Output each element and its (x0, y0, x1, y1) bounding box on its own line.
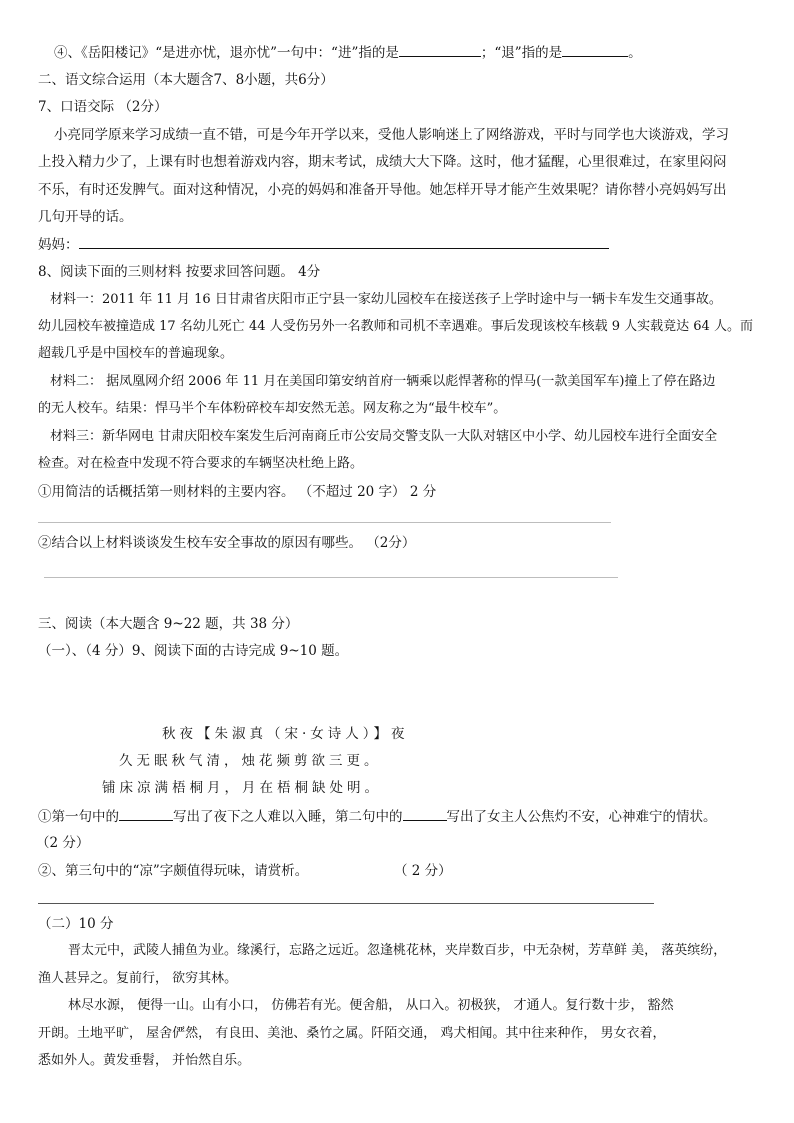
q9-sub-2: ②、第三句中的“凉”字颇值得玩味，请赏析。 (38, 863, 309, 879)
material-3-line: 材料三：新华网电 甘肃庆阳校车案发生后河南商丘市公安局交警支队一大队对辖区中小学、幼儿园校车进行全面安全 (50, 429, 718, 444)
q9-sub1-a: ①第一句中的 (38, 809, 119, 825)
passage-line: 悉如外人。黄发垂髫， 并怡然自乐。 (38, 1053, 251, 1068)
q8-answer-line-1[interactable] (38, 522, 611, 523)
q9-sub-1-score: （2 分） (36, 835, 90, 851)
answer-blank-jin[interactable] (399, 42, 481, 57)
q7-text-line: 上投入精力少了，上课有时也想着游戏内容，期末考试，成绩大大下降。这时，他才猛醒，心里很难过，在家里闷闷 (38, 154, 727, 170)
q6-4-prefix: ④、《岳阳楼记》“是进亦忧，退亦忧”一句中：“进”指的是 (54, 45, 399, 61)
section-2-heading: 二、语文综合运用（本大题含7、8小题，共6分） (38, 72, 334, 88)
q9-sub1-c: 写出了女主人公焦灼不安，心神难宁的情状。 (446, 809, 717, 825)
material-2-line: 的无人校车。结果：悍马半个车体粉碎校车却安然无恙。网友称之为“最牛校车”。 (38, 401, 507, 416)
poem-line-1: 久无眠秋气清，烛花频剪欲三更。 (119, 753, 382, 769)
q6-4-sep: ；“退”指的是 (480, 45, 563, 61)
question-7-title: 7、口语交际 （2分） (38, 99, 168, 115)
material-1-line: 超载几乎是中国校车的普遍现象。 (38, 346, 234, 361)
question-6-4 (54, 42, 642, 63)
section-3-heading: 三、阅读（本大题含 9~22 题，共 38 分） (38, 616, 299, 632)
poem-title: 秋夜【朱淑真（宋·女诗人）】夜 (162, 726, 409, 742)
q8-answer-line-2[interactable] (44, 577, 618, 578)
passage-line: 渔人甚异之。复前行， 欲穷其林。 (38, 971, 238, 986)
q9-blank-1[interactable] (119, 806, 173, 821)
passage-line: 开朗。土地平旷， 屋舍俨然， 有良田、美池、桑竹之属。阡陌交通， 鸡犬相闻。其中往来种作， 男女衣着， (38, 1026, 666, 1041)
poem-line-2: 铺床凉满梧桐月，月在梧桐缺处明。 (102, 780, 382, 796)
material-1-line: 材料一：2011 年 11 月 16 日甘肃省庆阳市正宁县一家幼儿园校车在接送孩子上学时途中与一辆卡车发生交通事故。 (50, 292, 722, 307)
q7-text-line: 不乐，有时还发脾气。面对这种情况，小亮的妈妈和准备开导他。她怎样开导才能产生效果呢？请你替小亮妈妈写出 (38, 182, 727, 198)
passage-line: 林尽水源， 便得一山。山有小口， 仿佛若有光。便舍船， 从口入。初极狭， 才通人。复行数十步， 豁然 (68, 998, 674, 1013)
q8-sub-2: ②结合以上材料谈谈发生校车安全事故的原因有哪些。 （2分） (38, 535, 416, 551)
q6-4-end: 。 (628, 45, 642, 61)
q7-text-line: 小亮同学原来学习成绩一直不错，可是今年开学以来，受他人影响迷上了网络游戏，平时与同学也大谈游戏，学习 (54, 127, 729, 143)
material-2-line: 材料二： 据凤凰网介绍 2006 年 11 月在美国印第安纳首府一辆乘以彪悍著称的悍马(一款美国军车)撞上了停在路边 (50, 374, 716, 389)
q7-text-line: 几句开导的话。 (38, 209, 133, 225)
q9-sub1-b: 写出了夜下之人难以入睡，第二句中的 (173, 809, 403, 825)
q7-answer-blank[interactable] (79, 234, 609, 249)
material-3-line: 检查。对在检查中发现不符合要求的车辆坚决杜绝上路。 (38, 456, 364, 471)
question-8-title: 8、阅读下面的三则材料 按要求回答问题。 4分 (38, 264, 321, 280)
q7-answer-label: 妈妈： (38, 237, 79, 253)
q8-sub-1: ①用简洁的话概括第一则材料的主要内容。 （不超过 20 字） 2 分 (38, 484, 437, 500)
q9-answer-line[interactable] (38, 903, 654, 904)
passage-line: 晋太元中，武陵人捕鱼为业。缘溪行，忘路之远近。忽逢桃花林，夹岸数百步，中无杂树，芳草鲜 美， 落英缤纷， (68, 943, 727, 958)
section-3-part-1: （一）、（4 分）9、阅读下面的古诗完成 9~10 题。 (38, 643, 349, 659)
q9-sub-2-score: （ 2 分） (394, 863, 452, 879)
q9-sub-1 (38, 806, 717, 827)
part-2-heading: （二）10 分 (38, 916, 114, 932)
answer-blank-tui[interactable] (562, 42, 628, 57)
q7-answer-row (38, 234, 609, 255)
material-1-line: 幼儿园校车被撞造成 17 名幼儿死亡 44 人受伤另外一名教师和司机不幸遇难。事后发现该校车核载 9 人实载竟达 64 人。而 (38, 319, 753, 334)
q9-blank-2[interactable] (403, 806, 447, 821)
